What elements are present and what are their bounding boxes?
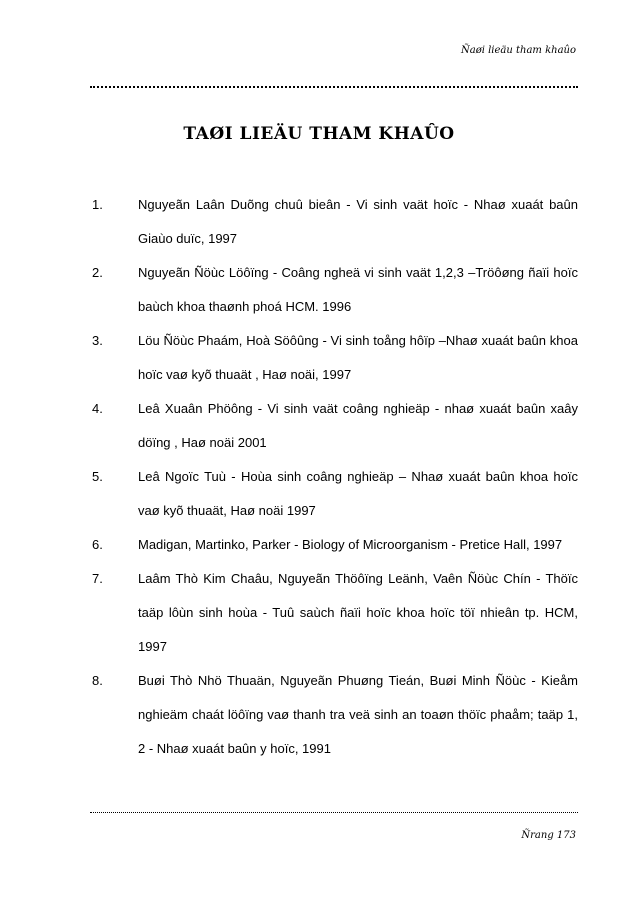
reference-item [92,392,578,460]
reference-text: Löu Ñöùc Phaám, Hoà Söôûng - Vi sinh toång hôïp –Nhaø xuaát baûn khoa hoïc vaø kyõ thuaät , Haø noäi, 1997 [138,333,578,382]
reference-item [92,256,578,324]
reference-item [92,528,578,562]
reference-item [92,324,578,392]
reference-text: Buøi Thò Nhö Thuaän, Nguyeãn Phuøng Tieán, Buøi Minh Ñöùc - Kieåm nghieäm chaát löôïng vaø thanh tra veä sinh an toaøn thöïc phaåm; taäp 1, 2 - Nhaø xuaát baûn y hoïc, 1991 [138,673,578,756]
reference-text: Nguyeãn Ñöùc Löôïng - Coâng ngheä vi sinh vaät 1,2,3 –Tröôøng ñaïi hoïc baùch khoa thaønh phoá HCM. 1996 [138,265,578,314]
page-number: Ñrang 173 [521,830,576,841]
reference-text: Madigan, Martinko, Parker - Biology of Microorganism - Pretice Hall, 1997 [138,537,563,552]
reference-number: 7. [92,571,103,586]
reference-list [92,188,578,766]
reference-number: 6. [92,537,103,552]
reference-item [92,460,578,528]
reference-text: Leâ Xuaân Phöông - Vi sinh vaät coâng nghieäp - nhaø xuaát baûn xaây döïng , Haø noäi 2001 [138,401,578,450]
reference-item [92,562,578,664]
reference-number: 3. [92,333,103,348]
page-title: TAØI LIEÄU THAM KHAÛO [183,124,455,144]
reference-text: Nguyeãn Laân Duõng chuû bieân - Vi sinh vaät hoïc - Nhaø xuaát baûn Giaùo duïc, 1997 [138,197,578,246]
reference-text: Laâm Thò Kim Chaâu, Nguyeãn Thöôïng Leänh, Vaên Ñöùc Chín - Thöïc taäp lôùn sinh hoùa - Tuû saùch ñaïi hoïc khoa hoïc töï nhieân tp. HCM, 1997 [138,571,578,654]
footer-divider [90,812,578,813]
header-divider [90,86,578,88]
reference-item [92,188,578,256]
reference-number: 1. [92,197,103,212]
reference-number: 4. [92,401,103,416]
reference-number: 5. [92,469,103,484]
running-header: Ñaøi lieäu tham khaûo [460,45,576,56]
reference-number: 8. [92,673,103,688]
reference-number: 2. [92,265,103,280]
reference-item [92,664,578,766]
reference-text: Leâ Ngoïc Tuù - Hoùa sinh coâng nghieäp – Nhaø xuaát baûn khoa hoïc vaø kyõ thuaät, Haø noäi 1997 [138,469,578,518]
